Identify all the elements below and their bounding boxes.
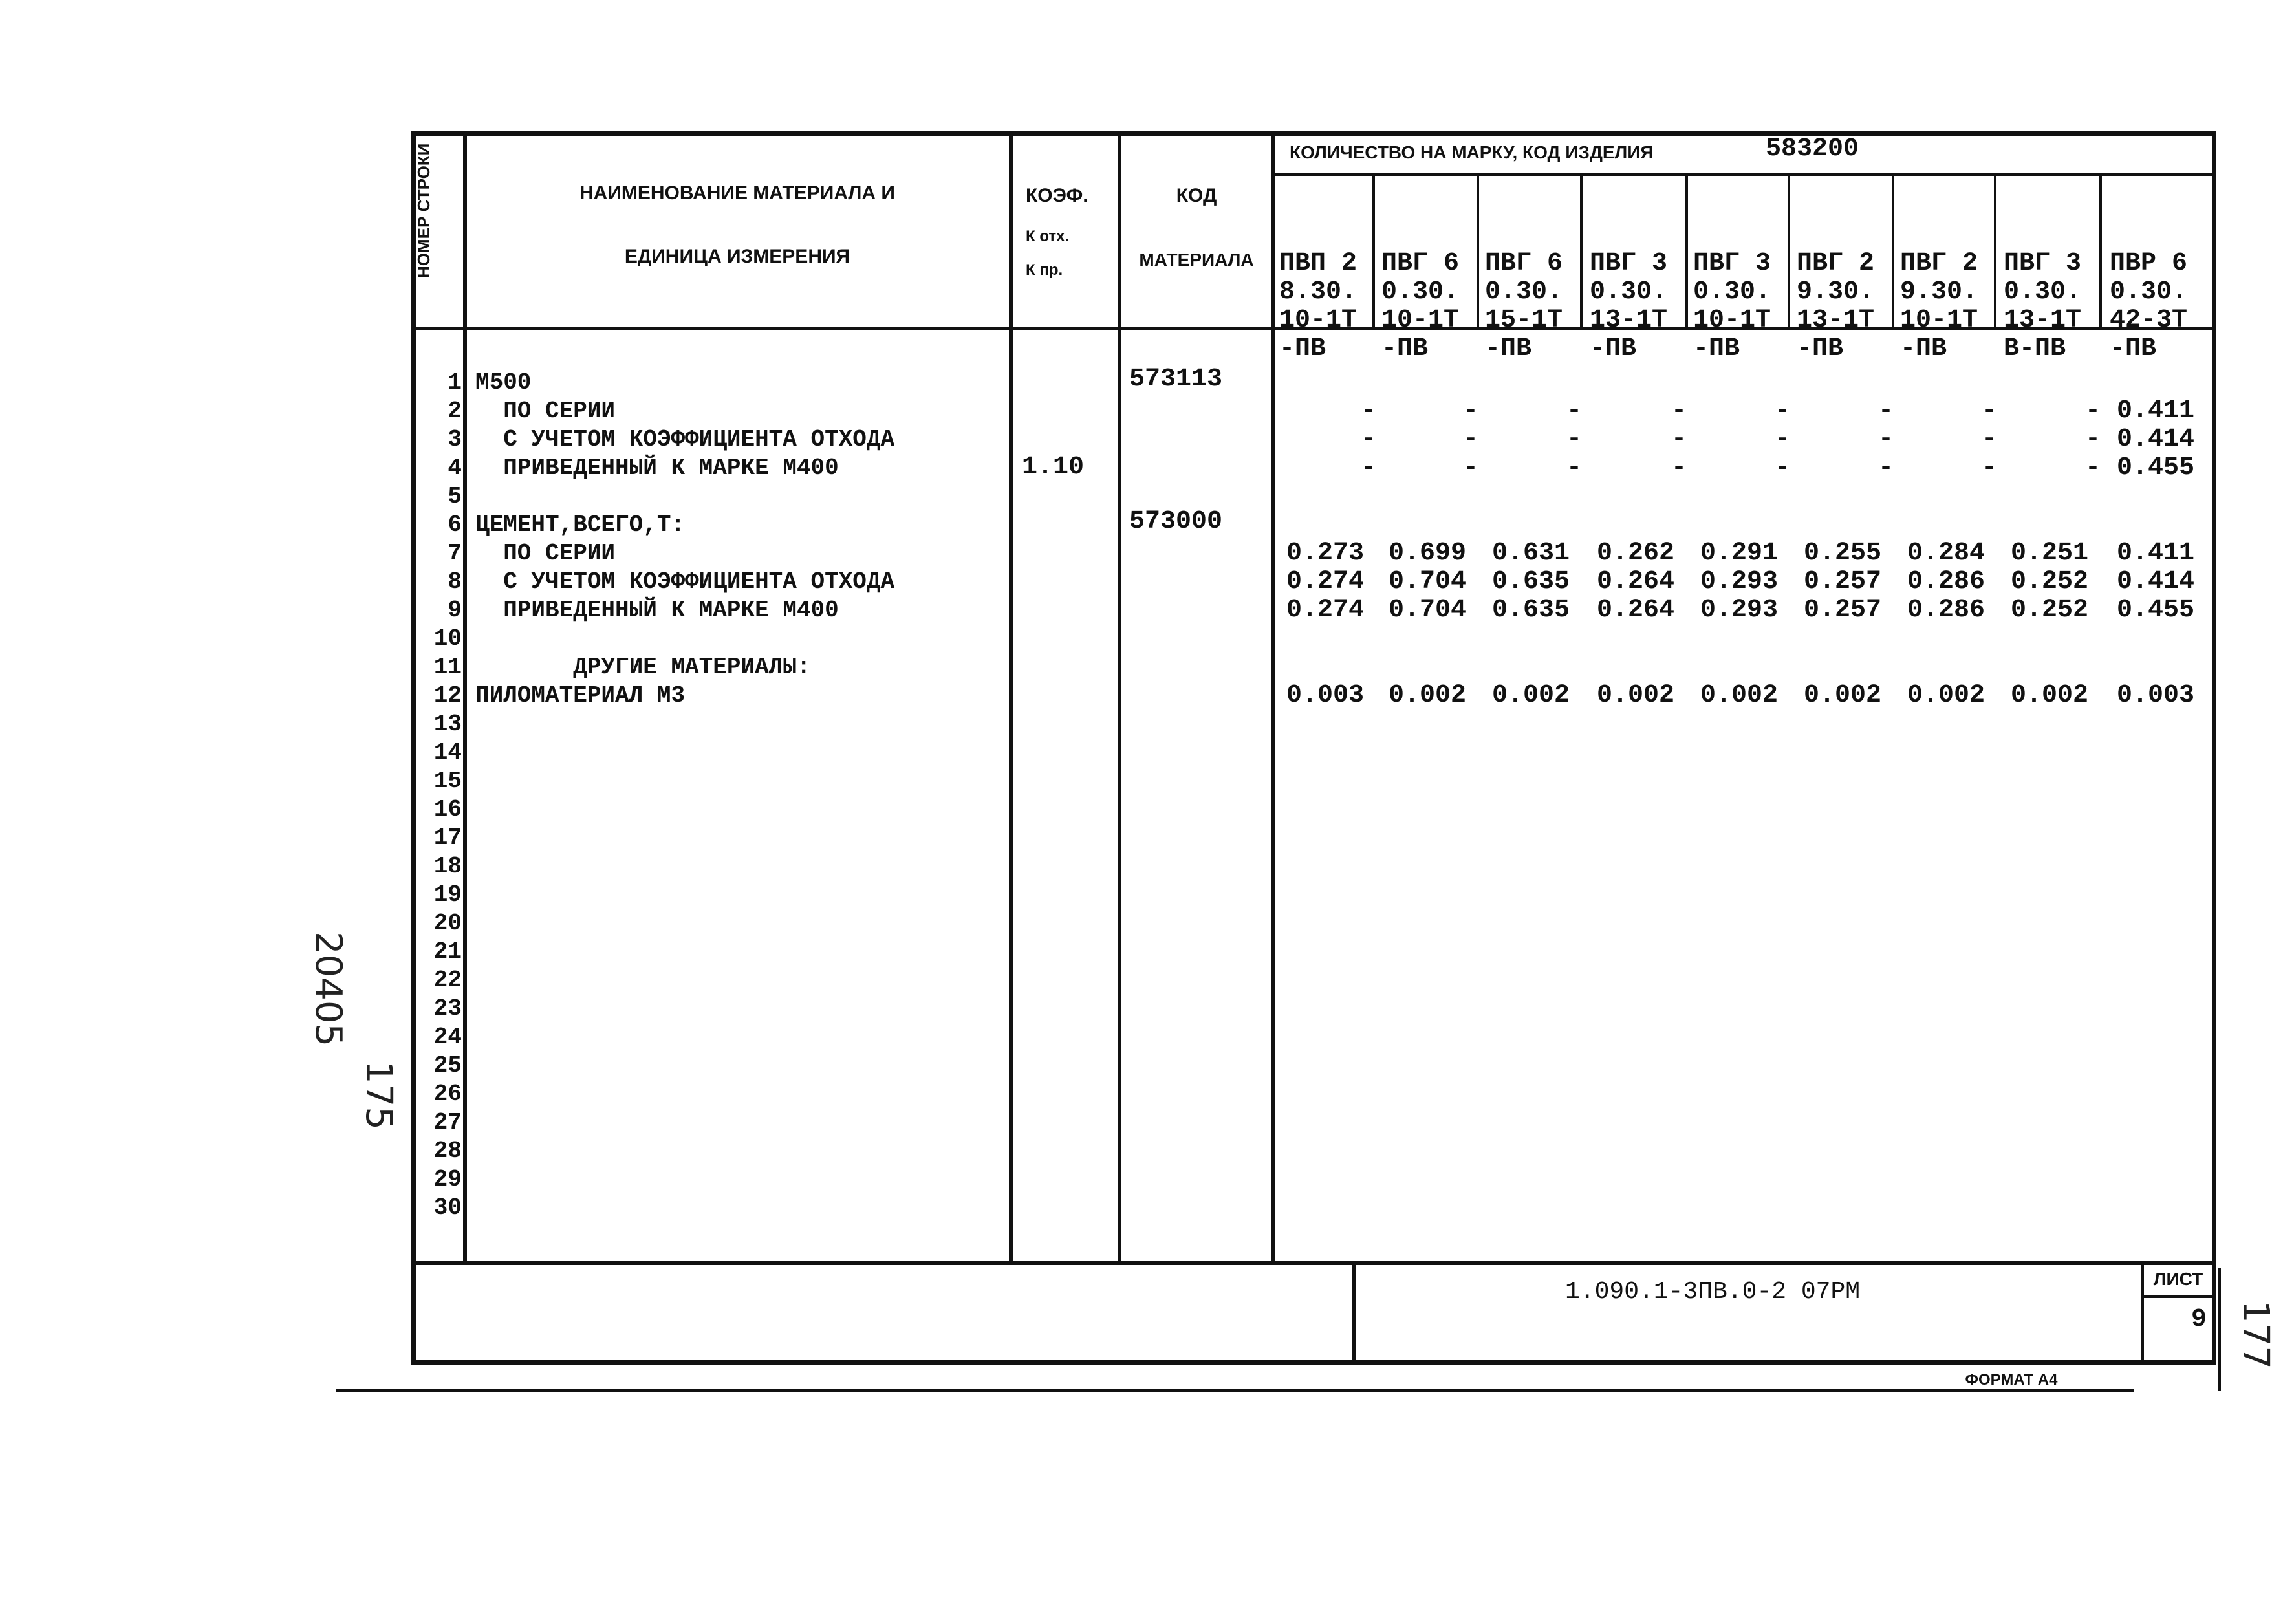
- value-cell: 0.252: [2010, 567, 2089, 596]
- value-cell: 0.414: [2116, 425, 2195, 454]
- row-number: 27: [433, 1109, 462, 1136]
- value-cell: 0.293: [1700, 596, 1779, 625]
- row-number: 23: [433, 995, 462, 1022]
- value-cell: 0.274: [1286, 596, 1365, 625]
- product-column-header-8: ПВГ 3 0.30. 13-1Т В-ПВ: [2004, 249, 2082, 363]
- margin-note-left-1: 20405: [307, 931, 349, 1047]
- row-number: 11: [433, 654, 462, 680]
- value-cell: -: [1360, 396, 1376, 426]
- material-row-12: ПИЛОМАТЕРИАЛ М3: [475, 682, 686, 709]
- row-number: 19: [433, 882, 462, 908]
- row-number: 29: [433, 1166, 462, 1193]
- value-cell: -: [2084, 396, 2101, 426]
- material-row-9: ПРИВЕДЕННЫЙ К МАРКЕ М400: [475, 597, 839, 623]
- margin-note-right: 177: [2234, 1300, 2277, 1369]
- unit-header: ЕДИНИЦА ИЗМЕРЕНИЯ: [624, 246, 850, 267]
- coef-header: КОЭФ.: [1026, 185, 1088, 206]
- value-cell: -: [1981, 396, 1997, 426]
- value-cell: -: [1981, 425, 1997, 454]
- coef-value: 1.10: [1022, 453, 1085, 482]
- product-column-header-3: ПВГ 6 0.30. 15-1Т -ПВ: [1485, 249, 1563, 363]
- quantity-header: КОЛИЧЕСТВО НА МАРКУ, КОД ИЗДЕЛИЯ: [1290, 142, 1654, 162]
- value-cell: -: [2084, 425, 2101, 454]
- value-cell: -: [1671, 396, 1687, 426]
- value-cell: 0.257: [1803, 567, 1882, 596]
- value-cell: 0.255: [1803, 539, 1882, 568]
- material-code-6: 573000: [1129, 507, 1223, 536]
- value-cell: 0.003: [1286, 681, 1365, 710]
- sheet-number: 9: [2191, 1305, 2207, 1334]
- coef-conversion-header: К пр.: [1026, 261, 1063, 279]
- material-row-6: ЦЕМЕНТ,ВСЕГО,Т:: [475, 512, 686, 538]
- material-row-7: ПО СЕРИИ: [475, 540, 616, 567]
- row-number: 22: [433, 967, 462, 993]
- product-column-header-5: ПВГ 3 0.30. 10-1Т -ПВ: [1693, 249, 1771, 363]
- value-cell: 0.414: [2116, 567, 2195, 596]
- value-cell: 0.455: [2116, 453, 2195, 482]
- product-column-header-6: ПВГ 2 9.30. 13-1Т -ПВ: [1797, 249, 1875, 363]
- document-code: 1.090.1-3ПВ.0-2 07РМ: [1565, 1278, 1861, 1306]
- value-cell: 0.286: [1907, 567, 1985, 596]
- value-cell: 0.002: [1491, 681, 1570, 710]
- value-cell: 0.002: [2010, 681, 2089, 710]
- row-number: 3: [448, 426, 462, 453]
- value-cell: -: [1462, 453, 1478, 482]
- product-column-header-7: ПВГ 2 9.30. 10-1Т -ПВ: [1900, 249, 1978, 363]
- row-number: 7: [448, 540, 462, 567]
- row-number: 25: [433, 1052, 462, 1079]
- value-cell: 0.635: [1491, 567, 1570, 596]
- value-cell: 0.631: [1491, 539, 1570, 568]
- coef-waste-header: К отх.: [1026, 228, 1070, 245]
- value-cell: 0.411: [2116, 396, 2195, 426]
- material-row-11: ДРУГИЕ МАТЕРИАЛЫ:: [475, 654, 811, 680]
- row-number: 5: [448, 483, 462, 510]
- value-cell: 0.411: [2116, 539, 2195, 568]
- row-number: 12: [433, 682, 462, 709]
- row-number: 26: [433, 1081, 462, 1107]
- material-code-1: 573113: [1129, 365, 1223, 394]
- row-number: 21: [433, 938, 462, 965]
- value-cell: 0.002: [1700, 681, 1779, 710]
- row-number: 6: [448, 512, 462, 538]
- material-row-4: ПРИВЕДЕННЫЙ К МАРКЕ М400: [475, 455, 839, 481]
- value-cell: -: [1671, 453, 1687, 482]
- value-cell: 0.262: [1596, 539, 1675, 568]
- value-cell: -: [2084, 453, 2101, 482]
- value-cell: 0.257: [1803, 596, 1882, 625]
- material-row-8: С УЧЕТОМ КОЭФФИЦИЕНТА ОТХОДА: [475, 568, 895, 595]
- row-number: 30: [433, 1195, 462, 1221]
- material-row-3: С УЧЕТОМ КОЭФФИЦИЕНТА ОТХОДА: [475, 426, 895, 453]
- value-cell: 0.252: [2010, 596, 2089, 625]
- value-cell: -: [1774, 453, 1790, 482]
- row-number: 16: [433, 796, 462, 823]
- material-name-header: НАИМЕНОВАНИЕ МАТЕРИАЛА И: [579, 182, 895, 204]
- product-column-header-1: ПВП 2 8.30. 10-1Т -ПВ: [1279, 249, 1358, 363]
- value-cell: -: [1877, 396, 1894, 426]
- value-cell: 0.274: [1286, 567, 1365, 596]
- value-cell: -: [1566, 453, 1582, 482]
- value-cell: -: [1671, 425, 1687, 454]
- value-cell: 0.264: [1596, 596, 1675, 625]
- row-number: 13: [433, 711, 462, 737]
- product-column-header-9: ПВР 6 0.30. 42-3Т -ПВ: [2110, 249, 2188, 363]
- row-number: 10: [433, 625, 462, 652]
- value-cell: 0.002: [1596, 681, 1675, 710]
- row-number: 28: [433, 1138, 462, 1164]
- value-cell: -: [1360, 425, 1376, 454]
- row-number: 1: [448, 369, 462, 396]
- value-cell: 0.284: [1907, 539, 1985, 568]
- value-cell: 0.002: [1803, 681, 1882, 710]
- row-number: 24: [433, 1024, 462, 1050]
- code-material-header: МАТЕРИАЛА: [1139, 250, 1254, 270]
- material-row-2: ПО СЕРИИ: [475, 398, 616, 424]
- row-number: 2: [448, 398, 462, 424]
- margin-note-left-2: 175: [358, 1061, 400, 1130]
- product-code: 583200: [1766, 135, 1859, 164]
- value-cell: -: [1877, 425, 1894, 454]
- value-cell: -: [1360, 453, 1376, 482]
- row-number: 17: [433, 825, 462, 851]
- value-cell: -: [1462, 396, 1478, 426]
- value-cell: 0.003: [2116, 681, 2195, 710]
- value-cell: -: [1981, 453, 1997, 482]
- value-cell: -: [1566, 396, 1582, 426]
- value-cell: -: [1774, 425, 1790, 454]
- value-cell: 0.699: [1388, 539, 1467, 568]
- value-cell: 0.455: [2116, 596, 2195, 625]
- value-cell: 0.002: [1388, 681, 1467, 710]
- value-cell: 0.286: [1907, 596, 1985, 625]
- row-number: 20: [433, 910, 462, 937]
- value-cell: 0.291: [1700, 539, 1779, 568]
- value-cell: 0.635: [1491, 596, 1570, 625]
- value-cell: -: [1877, 453, 1894, 482]
- row-number: 14: [433, 739, 462, 766]
- sheet-label: ЛИСТ: [2153, 1269, 2203, 1289]
- product-column-header-2: ПВГ 6 0.30. 10-1Т -ПВ: [1381, 249, 1460, 363]
- value-cell: -: [1774, 396, 1790, 426]
- row-number-header: НОМЕР СТРОКИ: [414, 143, 433, 278]
- row-number: 18: [433, 853, 462, 880]
- row-number: 4: [448, 455, 462, 481]
- value-cell: -: [1566, 425, 1582, 454]
- row-number: 15: [433, 768, 462, 794]
- format-label: ФОРМАТ А4: [1965, 1371, 2058, 1389]
- value-cell: 0.002: [1907, 681, 1985, 710]
- material-row-1: М500: [475, 369, 532, 396]
- row-number: 8: [448, 568, 462, 595]
- value-cell: 0.293: [1700, 567, 1779, 596]
- value-cell: 0.273: [1286, 539, 1365, 568]
- value-cell: 0.264: [1596, 567, 1675, 596]
- value-cell: 0.704: [1388, 567, 1467, 596]
- value-cell: 0.251: [2010, 539, 2089, 568]
- row-number: 9: [448, 597, 462, 623]
- value-cell: 0.704: [1388, 596, 1467, 625]
- value-cell: -: [1462, 425, 1478, 454]
- code-header: КОД: [1176, 185, 1217, 206]
- product-column-header-4: ПВГ 3 0.30. 13-1Т -ПВ: [1590, 249, 1668, 363]
